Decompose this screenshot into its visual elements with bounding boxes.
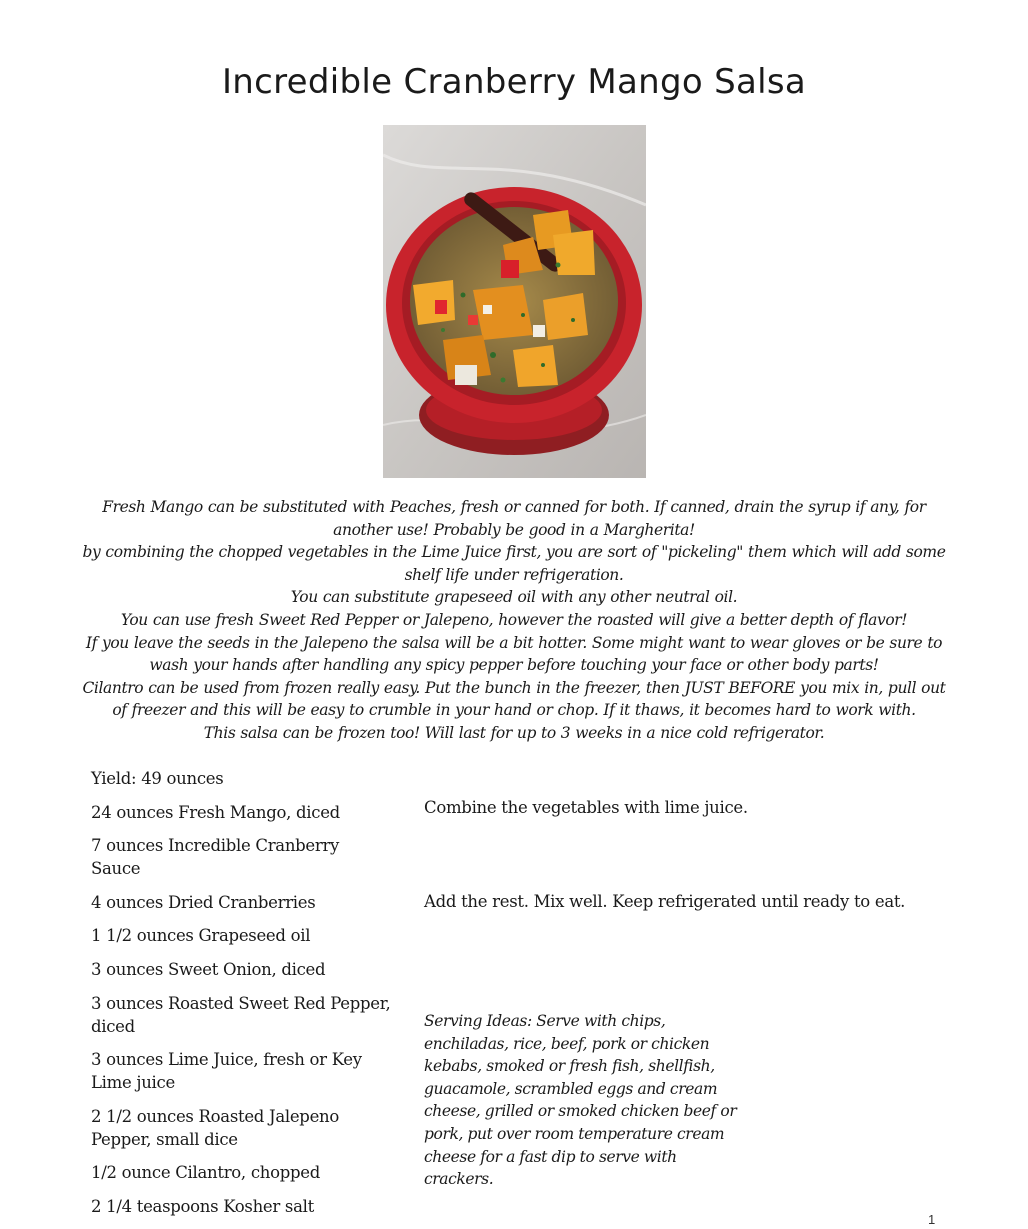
ingredient-item: 3 ounces Roasted Sweet Red Pepper, diced <box>91 993 391 1036</box>
ingredient-item: 2 1/4 teaspoons Kosher salt <box>91 1196 314 1216</box>
ingredient-item: 3 ounces Lime Juice, fresh or Key Lime juice <box>91 1050 362 1093</box>
note-line: This salsa can be frozen too! Will last for up to 3 weeks in a nice cold refrigerator. <box>203 723 825 742</box>
note-line: You can use fresh Sweet Red Pepper or Jalepeno, however the roasted will give a better depth of flavor! <box>120 610 908 629</box>
note-line: by combining the chopped vegetables in the Lime Juice first, you are sort of "pickeling" them which will add some shelf life under refrigeration. <box>82 543 946 584</box>
ingredient-item: 1/2 ounce Cilantro, chopped <box>91 1163 320 1183</box>
recipe-notes <box>80 496 948 745</box>
note-line: If you leave the seeds in the Jalepeno the salsa will be a bit hotter. Some might want to wear gloves or be sure to wash your hands after handling any spicy pepper before touching your face or other body parts! <box>85 633 943 675</box>
salsa-bowl-photo <box>383 125 646 478</box>
recipe-yield: Yield: 49 ounces <box>91 769 224 788</box>
recipe-title: Incredible Cranberry Mango Salsa <box>221 62 806 102</box>
page-number: 1 <box>928 1212 936 1227</box>
ingredient-item: 1 1/2 ounces Grapeseed oil <box>91 926 311 946</box>
ingredient-item: 24 ounces Fresh Mango, diced <box>91 802 340 822</box>
ingredient-item: 3 ounces Sweet Onion, diced <box>91 959 326 979</box>
ingredient-item: 2 1/2 ounces Roasted Jalepeno Pepper, small dice <box>91 1106 339 1149</box>
ingredient-item: 4 ounces Dried Cranberries <box>91 892 316 912</box>
serving-ideas: Serving Ideas: Serve with chips, enchiladas, rice, beef, pork or chicken kebabs, smoked or fresh fish, shellfish, guacamole, scrambled eggs and cream cheese, grilled or smoked chicken beef or pork, put over room temperature cream cheese for a fast dip to serve with crackers. <box>424 1012 737 1189</box>
note-line: You can substitute grapeseed oil with any other neutral oil. <box>290 588 738 607</box>
ingredient-list <box>91 767 391 1229</box>
note-line: Cilantro can be used from frozen really easy. Put the bunch in the freezer, then JUST BEFORE you mix in, pull out of freezer and this will be easy to crumble in your hand or chop. If it thaws, it becomes hard to work with. <box>82 678 946 720</box>
note-line: Fresh Mango can be substituted with Peaches, fresh or canned for both. If canned, drain the syrup if any, for another use! Probably be good in a Margherita! <box>102 498 926 539</box>
instruction-step: Add the rest. Mix well. Keep refrigerated until ready to eat. <box>424 892 906 911</box>
ingredient-item: 7 ounces Incredible Cranberry Sauce <box>91 836 340 879</box>
instruction-step: Combine the vegetables with lime juice. <box>424 798 748 817</box>
